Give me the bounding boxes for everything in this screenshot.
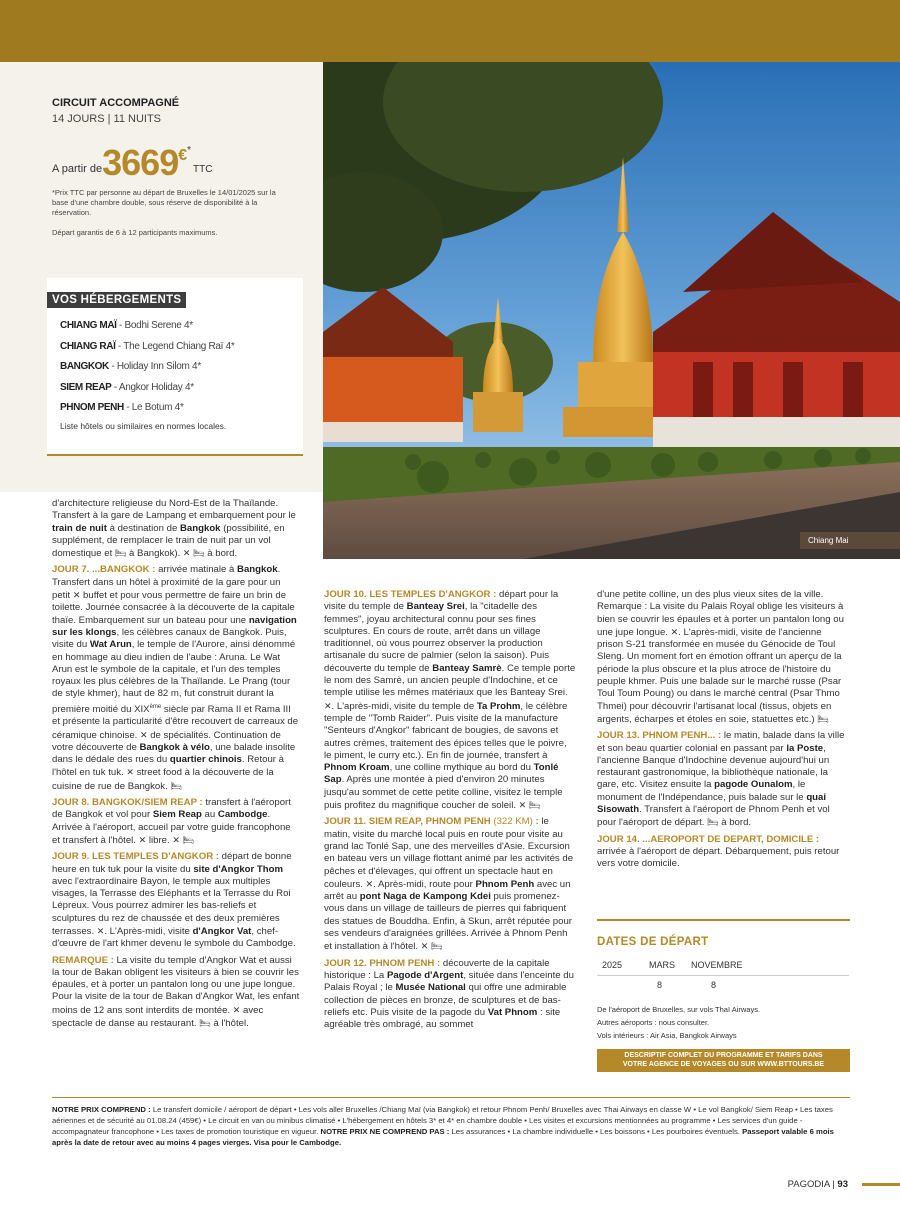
bed-icon: 🛏	[817, 713, 829, 724]
day-11-title: JOUR 11. SIEM REAP, PHNOM PENH	[324, 816, 491, 828]
circuit-title: CIRCUIT ACCOMPAGNÉ	[52, 97, 180, 109]
meal-icon: ✕	[324, 700, 332, 711]
price-prefix: A partir de	[52, 163, 103, 175]
itinerary-col-3	[597, 589, 850, 875]
page-bar	[862, 1183, 900, 1186]
meal-icon: ✕	[232, 1004, 241, 1015]
hotel-item	[60, 320, 300, 341]
dates-title: DATES DE DÉPART	[597, 936, 709, 948]
bed-icon: 🛏	[528, 800, 541, 811]
dates-header-row	[597, 955, 849, 975]
meal-icon: ✕	[420, 941, 429, 952]
hotel-name: - Holiday Inn Silom 4	[108, 361, 198, 372]
temple-photo	[323, 62, 900, 559]
meal-icon: ✕	[138, 834, 147, 845]
price-star: *	[187, 145, 192, 156]
day-10-title: JOUR 10. LES TEMPLES D'ANGKOR :	[324, 589, 497, 600]
bed-icon: 🛏	[193, 548, 205, 559]
dates-month: MARS	[649, 960, 676, 970]
temple-illustration	[323, 62, 900, 559]
bed-icon: 🛏	[170, 780, 182, 791]
meal-icon: ✕	[172, 834, 180, 845]
cta-line: DESCRIPTIF COMPLET DU PROGRAMME ET TARIFS DANS	[624, 1052, 823, 1059]
meal-icon: ✕	[182, 548, 191, 559]
passport-note: Passeport valable 6 mois après la date de retour avec au moins 4 pages vierges. Visa pour le Cambodge.	[52, 1127, 834, 1147]
dates-month: NOVEMBRE	[691, 960, 743, 970]
ne-comprend-label: NOTRE PRIX NE COMPREND PAS :	[320, 1127, 450, 1136]
dates-notes	[597, 1003, 760, 1042]
day-14-title: JOUR 14. ...AEROPORT DE DEPART, DOMICILE :	[597, 833, 820, 845]
meal-icon: ✕	[518, 800, 527, 811]
page-number: PAGODIA | 93	[787, 1179, 848, 1190]
dates-day: 8	[711, 980, 717, 990]
price-currency: €	[178, 147, 188, 164]
hotel-city: SIEM REAP	[60, 381, 112, 393]
dates-note: De l'aéroport de Bruxelles, sur vols Thaï Airways.	[597, 1005, 761, 1014]
hebergements-box	[47, 278, 303, 456]
header-bar	[0, 0, 900, 62]
hotel-name: - Bodhi Serene 4	[116, 320, 190, 331]
day-12-end: d'une petite colline, un des plus vieux sites de la ville. Remarque : La visite du Palais Royal oblige les visiteurs à bien se couvrir les épaules et à porter un pantalon long ou une jupe longue. ✕. L'après-midi, visite de l'ancienne prison S-21 transformée en musée du Génocide de Toul Sleng. Un moment fort en émotion offrant un aperçu de la période la plus obscure et la plus atroce de l'histoire du peuple khmer. Puis une balade sur le marché russe (Psar Toul Toum Poung) ou dans le marché central (Psar Thmo Thmei) pour découvrir l'artisanat local (tissus, objets en argents, écharpes et étoles en soie, statuettes etc.) 🛏	[597, 589, 844, 725]
ne-comprend-text: Les assurances • La chambre individuelle • Les boissons • Les pourboires éventuels.	[451, 1127, 740, 1136]
hotel-star: *	[190, 381, 194, 393]
hotel-city: CHIANG RAÏ	[60, 340, 116, 352]
hotel-item	[60, 402, 300, 423]
meal-icon: ✕	[670, 626, 679, 637]
price-note: *Prix TTC par personne au départ de Bruxelles le 14/01/2025 sur la base d'une chambre double, sous réserve de disponibilité à la réservation.	[52, 188, 276, 217]
hotel-item	[60, 341, 300, 362]
dates-table	[597, 955, 849, 996]
meal-icon: ✕	[96, 925, 105, 936]
hotel-note: Liste hôtels ou similaires en normes locales.	[60, 420, 227, 431]
hotel-city: BANGKOK	[60, 361, 109, 372]
price-ttc: TTC	[193, 164, 213, 175]
hotel-star: *	[179, 402, 184, 413]
bed-icon: 🛏	[707, 817, 719, 828]
price-conditions	[52, 1104, 850, 1148]
bed-icon: 🛏	[199, 1018, 211, 1029]
bed-icon: 🛏	[431, 941, 443, 952]
hotel-city: CHIANG MAÏ	[60, 320, 117, 331]
circuit-duration: 14 JOURS | 11 NUITS	[52, 113, 162, 125]
depart-note: Départ garantis de 6 à 12 participants maximums.	[52, 228, 218, 237]
agency-cta[interactable]	[597, 1049, 850, 1072]
day-9-title: JOUR 9. LES TEMPLES D'ANGKOR :	[52, 851, 219, 863]
hotel-star: *	[197, 361, 201, 372]
meal-icon: ✕	[126, 767, 134, 778]
hotel-item	[60, 361, 300, 382]
day-14: JOUR 14. ...AEROPORT DE DEPART, DOMICILE : arrivée à l'aéroport de départ. Débarquement, puis retour vers votre domicile.	[597, 833, 840, 870]
dates-note: Autres aéroports : nous consulter.	[597, 1018, 710, 1027]
day-6-end: d'architecture religieuse du Nord-Est de la Thaïlande. Transfert à la gare de Lampang et embarquement pour le train de nuit à destination de Bangkok (possibilité, en supplément, de remplacer le train de nuit par un vol domestique et 🛏 à Bangkok). ✕ 🛏 à bord.	[52, 498, 296, 560]
bed-icon: 🛏	[182, 834, 194, 845]
price-block	[52, 142, 213, 183]
itinerary-col-2	[324, 589, 576, 1035]
remarque: REMARQUE : La visite du temple d'Angkor Wat et aussi la tour de Bakan obligent les visiteurs à bien se couvrir les épaules, et à porter un pantalon long ou une jupe longue. Pour la visite de la tour de Bakan d'Angkor Wat, les enfant moins de 12 ans sont interdits de montée. ✕ avec spectacle de danse au restaurant. 🛏 à l'hôtel.	[52, 954, 300, 1030]
day-13-title: JOUR 13. PHNOM PENH... :	[597, 730, 722, 742]
dates-day: 8	[657, 980, 663, 990]
hotel-star: *	[230, 340, 235, 352]
dates-day-row	[597, 976, 849, 996]
hebergements-title: VOS HÉBERGEMENTS	[47, 292, 186, 308]
itinerary-col-1	[52, 498, 300, 1034]
footer-divider	[52, 1097, 850, 1098]
price-value: 3669	[102, 142, 179, 183]
comprend-text: Le transfert domicile / aéroport de départ • Les vols aller Bruxelles /Chiang Maï (via Bangkok) et retour Phnom Penh/ Bruxelles avec Thai Airways en classe W • Le vol Bangkok/ Siem Reap • Les taxes aériennes et de sécurité au 01.08.24 (459€) • Le circuit en van ou minibus climatisé • L'hébergement en hôtels 3* et 4* en chambre double • Les visites et excursions mentionnées au programme • Les services d'un guide -accompagnateur francophone • Les taxes de promotion touristique en vigueur.	[52, 1105, 833, 1136]
meal-icon: ✕	[140, 729, 148, 740]
hotel-star: *	[189, 320, 193, 331]
hotel-name: - Angkor Holiday 4	[111, 381, 191, 393]
day-12: JOUR 12. PHNOM PENH : découverte de la capitale historique : La Pagode d'Argent, située dans l'enceinte du Palais Royal ; le Musée National qui offre une admirable collection de pièces en bronze, de sculptures et de bas-reliefs etc. Puis visite de la pagode du Vat Phnom : site agréable très ombragé, au sommet	[324, 957, 574, 1031]
hotel-item	[60, 382, 300, 403]
dates-divider	[597, 919, 850, 921]
day-7: JOUR 7. ...BANGKOK : arrivée matinale à Bangkok. Transfert dans un hôtel à proximité de la gare pour un petit ✕ buffet et pour vous permettre de faire un brin de toilette. Journée consacrée à la découverte de la capitale thaïe. Embarquement sur un bateau pour une navigation sur les klongs, les célèbres canaux de Bangkok. Puis, visite du Wat Arun, le temple de l'Aurore, ainsi dénommé en hommage au dieu indien de l'aube : Aruna. Le Wat Arun est le symbole de la capitale, et l'un des temples royaux les plus célèbres de la Thaïlande. Le Prang (tour de style khmer), haut de 82 m, fut construit durant la première moitié du XIXème siècle par Rama II et Rama III et présente la particularité d'être recouvert de carreaux de céramique chinoise. ✕ de spécialités. Continuation de votre découverte de Bangkok à vélo, une balade insolite dans le dédale des rues du quartier chinois. Retour à l'hôtel en tuk tuk. ✕ street food à la découverte de la cuisine de rue de Bangkok. 🛏	[52, 564, 299, 792]
hotel-city: PHNOM PENH	[60, 402, 124, 413]
day-10: JOUR 10. LES TEMPLES D'ANGKOR : départ pour la visite du temple de Banteay Srei, la "citadelle des femmes", joyau architectural connu pour ses fines sculptures. En cours de route, arrêt dans un village traditionnel, où vous pourrez observer la production artisanale du sucre de palmier (selon la saison). Puis découverte du temple de Banteay Samrè. Ce temple porte le nom des Samrè, un ancien peuple d'Indochine, et ce temple utilise les mêmes matériaux que les Banteay Srei. ✕. L'après-midi, visite du temple de Ta Prohm, le célèbre temple de "Tomb Raider". Puis visite de la manufacture "Senteurs d'Angkor" fabricant de bougies, de savons et autres crèmes, traitement des épices telles que le poivre, le piment, le curry etc.). En fin de journée, transfert à Phnom Kroam, une colline mythique au bord du Tonlé Sap. Après une montée à pied d'environ 20 minutes jusqu'au sommet de cette petite colline, visitez le temple puis profitez du magnifique coucher de soleil. ✕ 🛏	[324, 589, 576, 812]
day-7-title: JOUR 7. ...BANGKOK :	[52, 564, 156, 576]
hotel-name: - The Legend Chiang Raï 4	[115, 340, 231, 352]
day-8-title: JOUR 8. BANGKOK/SIEM REAP :	[52, 797, 203, 809]
cta-line: VOTRE AGENCE DE VOYAGES OU SUR WWW.BTTOURS.BE	[622, 1061, 825, 1068]
photo-caption: Chiang Mai	[800, 532, 900, 549]
dates-year: 2025	[602, 960, 623, 970]
day-13: JOUR 13. PHNOM PENH... : le matin, balade dans la ville et son beau quartier colonial en passant par la Poste, l'ancienne Banque d'Indochine devenue aujourd'hui un restaurant gastronomique, la bibliothèque nationale, la gare, etc. Visitez ensuite la pagode Ounalom, le monument de l'Indépendance, puis balade sur le quai Sisowath. Transfert à l'aéroport de Phnom Penh et vol pour l'aéroport de départ. 🛏 à bord.	[597, 730, 845, 829]
day-8: JOUR 8. BANGKOK/SIEM REAP : transfert à l'aéroport de Bangkok et vol pour Siem Reap au Cambodge. Arrivée à l'aéroport, accueil par votre guide francophone et transfert à l'hôtel. ✕ libre. ✕ 🛏	[52, 797, 291, 846]
day-9: JOUR 9. LES TEMPLES D'ANGKOR : départ de bonne heure en tuk tuk pour la visite du site d'Angkor Thom avec l'extraordinaire Bayon, le temple aux multiples visages, la Terrasse des Eléphants et la Terrasse du Roi Lépreux. Vous pourrez admirer les bas-reliefs et sculptures du rez de chaussée et des deux premières terrasses. ✕. L'Après-midi, visite d'Angkor Vat, chef-d'œuvre de l'art khmer devenu le symbole du Cambodge.	[52, 851, 296, 950]
comprend-label: NOTRE PRIX COMPREND :	[52, 1105, 151, 1114]
hebergements-list	[60, 320, 300, 431]
remarque-title: REMARQUE :	[52, 954, 114, 966]
meal-icon: ✕	[72, 590, 81, 601]
day-12-title: JOUR 12. PHNOM PENH :	[324, 957, 441, 969]
dates-note: Vols intérieurs : Air Asia, Bangkok Airways	[597, 1031, 737, 1040]
day-11: JOUR 11. SIEM REAP, PHNOM PENH (322 KM) : le matin, visite du marché local puis en route pour visite au grand lac Tonlé Sap, une des merveilles d'Asie. Excursion en bateau vers un village flottant animé par les activités de pêches et d'élevages, qui offrent un spectacle haut en couleurs. ✕. Après-midi, route pour Phnom Penh avec un arrêt au pont Naga de Kampong Kdei puis promenez-vous dans un village de tailleurs de pierres qui fabriquent des statues de Bouddha. Enfin, à Skun, arrêt réputée pour ses vendeurs d'araignées grillées. Arrivée à Phnom Penh et installation à l'hôtel. ✕ 🛏	[324, 816, 574, 953]
bed-icon: 🛏	[114, 548, 127, 559]
meal-icon: ✕	[365, 878, 374, 889]
hotel-name: - Le Botum 4	[123, 402, 180, 413]
